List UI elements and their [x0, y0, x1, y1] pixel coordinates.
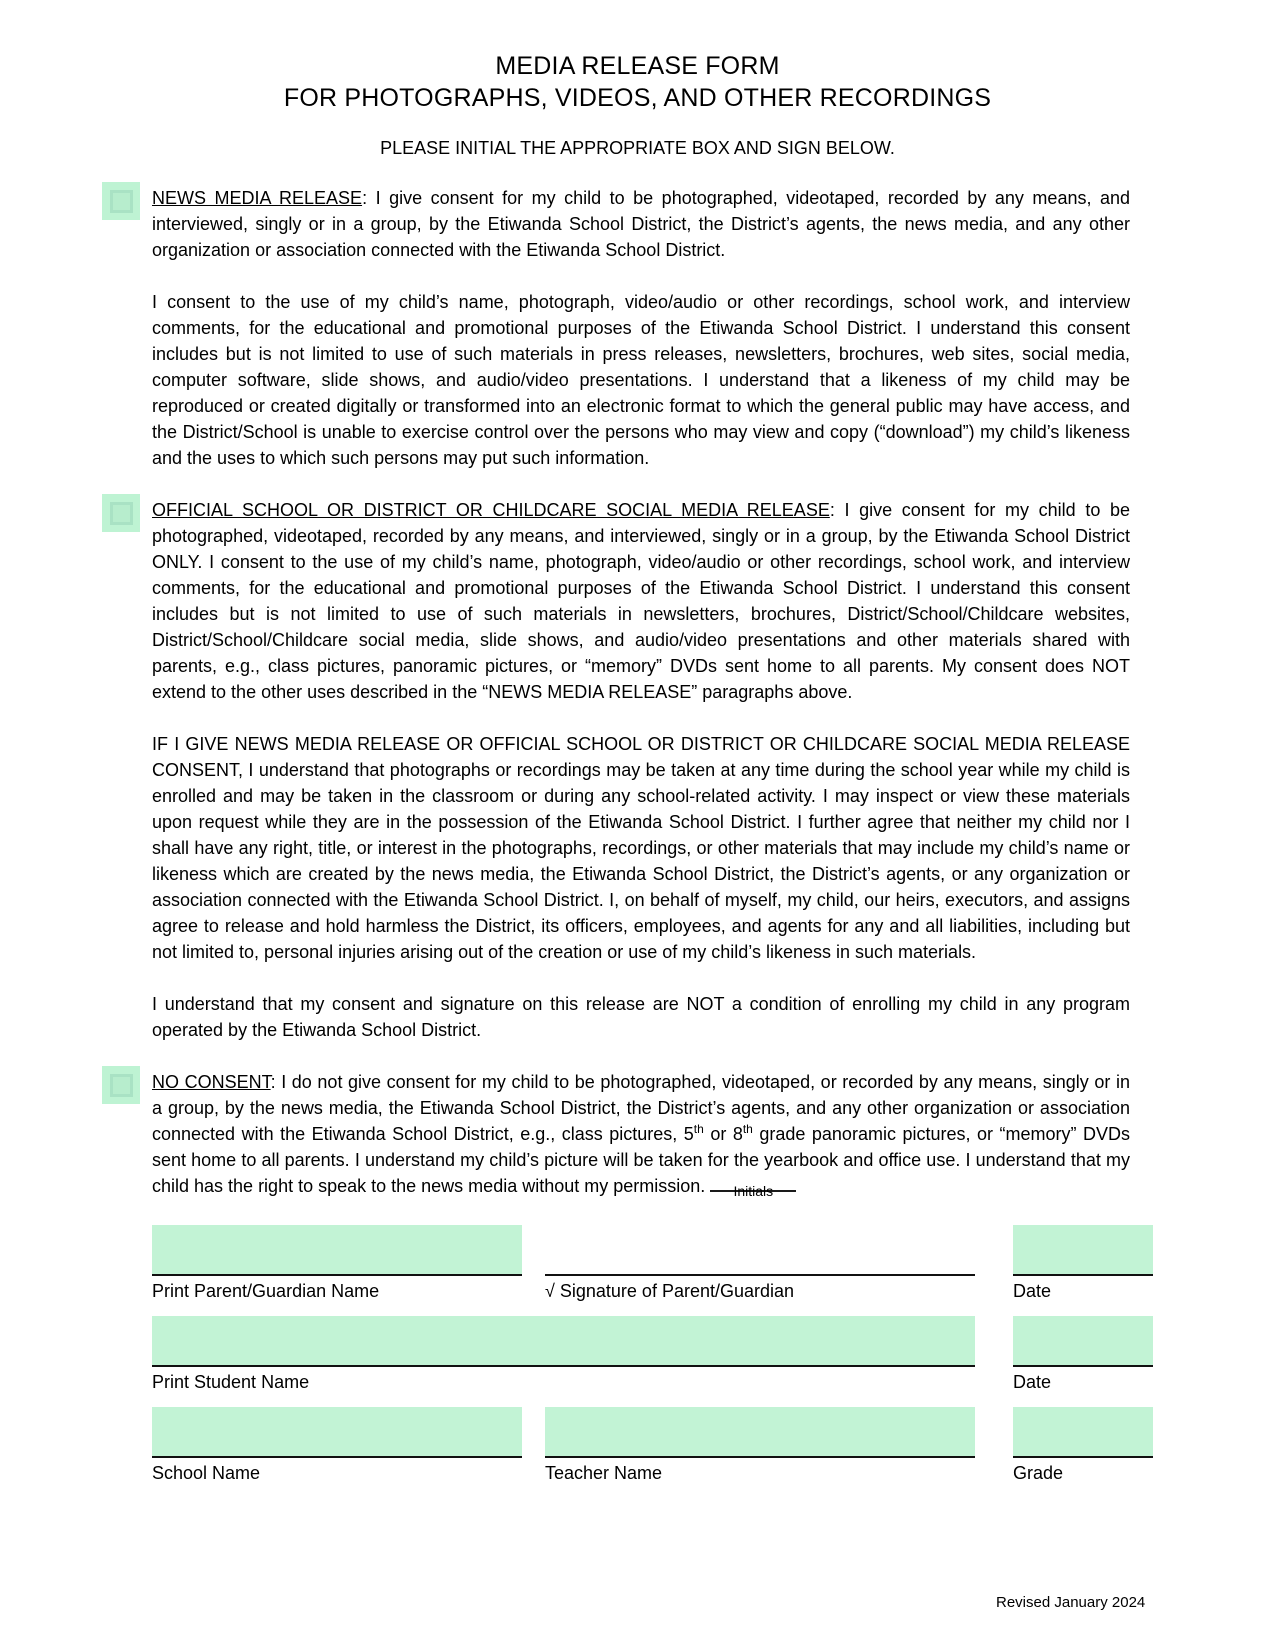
news-media-release-body: : I give consent for my child to be photographed, videotaped, recorded by any means, and interviewed, singly or in a group, by the Etiwanda School District, the District’s agents, the news media, and any other organization or association connected with the Etiwanda School District. — [152, 188, 1130, 260]
no-consent-body-1: : I do not give consent for my child to be photographed, videotaped, or recorded by any means, singly or in a group, by the news media, the Etiwanda School District, the District’s agents, and any other organization or association connected with the Etiwanda School District, e.g., class pictures, 5 — [152, 1072, 1130, 1144]
initials-area — [710, 1173, 796, 1199]
news-media-release-paragraph-2: I consent to the use of my child’s name, photograph, video/audio or other recordings, school work, and interview comments, for the educational and promotional purposes of the Etiwanda School District. I understand this consent includes but is not limited to use of such materials in press releases, newsletters, brochures, web sites, social media, computer software, slide shows, and audio/video presentations. I understand that a likeness of my child may be reproduced or created digitally or transformed into an electronic format to which the general public may have access, and the District/School is unable to exercise control over the persons who may view and copy (“download”) my child’s likeness and the uses to which such persons may put such information. — [152, 292, 1130, 468]
no-consent-body-2: or 8 — [703, 1124, 743, 1144]
instruction-text: PLEASE INITIAL THE APPROPRIATE BOX AND SIGN BELOW. — [380, 138, 895, 158]
date-field-1[interactable] — [1013, 1225, 1153, 1276]
date-field-2[interactable] — [1013, 1316, 1153, 1367]
school-name-label: School Name — [152, 1463, 261, 1483]
social-media-release-section — [152, 497, 1130, 705]
parent-name-field[interactable] — [152, 1225, 522, 1276]
grade-field[interactable] — [1013, 1407, 1153, 1458]
no-consent-checkbox[interactable] — [102, 1066, 140, 1104]
ordinal-suffix: th — [742, 1122, 753, 1136]
form-body — [152, 185, 1130, 1199]
revision-date: Revised January 2024 — [996, 1594, 1146, 1611]
date-cell-2 — [1013, 1316, 1153, 1394]
column-gap — [975, 1407, 1013, 1485]
teacher-name-cell — [545, 1407, 975, 1485]
conditions-paragraph: IF I GIVE NEWS MEDIA RELEASE OR OFFICIAL SCHOOL OR DISTRICT OR CHILDCARE SOCIAL MEDIA RELEASE CONSENT, I understand that photographs or recordings may be taken at any time during the school year while my child is enrolled and may be taken in the classroom or during any school-related activity. I may inspect or view these materials upon request while they are in the possession of the Etiwanda School District. I further agree that neither my child nor I shall have any right, title, or interest in the photographs, recordings, or other materials that may include my child’s name or likeness which are created by the news media, the Etiwanda School District, the District’s agents, or any organization or association connected with the Etiwanda School District. I, on behalf of myself, my child, our heirs, executors, and assigns agree to release and hold harmless the District, its officers, employees, and agents for any and all liabilities, including but not limited to, personal injuries arising out of the creation or use of my child’s likeness in such materials. — [152, 734, 1130, 962]
parent-name-cell — [152, 1225, 522, 1303]
grade-label: Grade — [1013, 1463, 1064, 1483]
date-label-1: Date — [1013, 1281, 1052, 1301]
grade-cell — [1013, 1407, 1153, 1485]
social-media-release-checkbox[interactable] — [102, 494, 140, 532]
no-consent-body-3: grade panoramic pictures, or “memory” DVDs sent home to all parents. I understand my child’s picture will be taken for the yearbook and office use. I understand that my child has the right to speak to the news media without my permission. — [152, 1124, 1130, 1196]
student-name-field[interactable] — [152, 1316, 975, 1367]
student-name-cell — [152, 1316, 975, 1394]
news-media-release-checkbox[interactable] — [102, 182, 140, 220]
column-gap — [975, 1316, 1013, 1394]
social-media-release-heading: OFFICIAL SCHOOL OR DISTRICT OR CHILDCARE SOCIAL MEDIA RELEASE — [152, 500, 830, 520]
parent-signature-field[interactable] — [545, 1225, 975, 1276]
school-name-cell — [152, 1407, 522, 1485]
column-gap — [522, 1225, 545, 1303]
initials-label: Initials — [733, 1183, 774, 1199]
parent-signature-cell — [545, 1225, 975, 1303]
signature-block — [152, 1225, 1275, 1485]
signature-row-1 — [152, 1225, 1275, 1303]
ordinal-suffix: th — [693, 1122, 704, 1136]
date-label-2: Date — [1013, 1372, 1052, 1392]
parent-signature-label: √ Signature of Parent/Guardian — [545, 1281, 795, 1301]
news-media-release-section — [152, 185, 1130, 263]
column-gap — [975, 1225, 1013, 1303]
checkbox-square-icon — [110, 1074, 133, 1097]
checkbox-square-icon — [110, 502, 133, 525]
form-title — [0, 0, 1275, 114]
news-media-release-heading: NEWS MEDIA RELEASE — [152, 188, 363, 208]
student-name-label: Print Student Name — [152, 1372, 310, 1392]
teacher-name-label: Teacher Name — [545, 1463, 663, 1483]
not-condition-paragraph: I understand that my consent and signature on this release are NOT a condition of enrolling my child in any program operated by the Etiwanda School District. — [152, 994, 1130, 1040]
checkbox-square-icon — [110, 190, 133, 213]
date-cell-1 — [1013, 1225, 1153, 1303]
title-line-1: MEDIA RELEASE FORM — [495, 52, 780, 80]
no-consent-section — [152, 1069, 1130, 1199]
signature-row-3 — [152, 1407, 1275, 1485]
social-media-release-body: : I give consent for my child to be photographed, videotaped, recorded by any means, and interviewed, singly or in a group, by the Etiwanda School District ONLY. I consent to the use of my child’s name, photograph, video/audio or other recordings, school work, and interview comments, for the educational and promotional purposes of the Etiwanda School District. I understand this consent includes but is not limited to use of such materials in newsletters, brochures, District/School/Childcare websites, District/School/Childcare social media, slide shows, and audio/video presentations and other materials shared with parents, e.g., class pictures, panoramic pictures, or “memory” DVDs sent home to all parents. My consent does NOT extend to the other uses described in the “NEWS MEDIA RELEASE” paragraphs above. — [152, 500, 1130, 702]
parent-name-label: Print Parent/Guardian Name — [152, 1281, 380, 1301]
school-name-field[interactable] — [152, 1407, 522, 1458]
title-line-2: FOR PHOTOGRAPHS, VIDEOS, AND OTHER RECORDINGS — [283, 84, 992, 112]
teacher-name-field[interactable] — [545, 1407, 975, 1458]
column-gap — [522, 1407, 545, 1485]
no-consent-heading: NO CONSENT — [152, 1072, 271, 1092]
signature-row-2 — [152, 1316, 1275, 1394]
